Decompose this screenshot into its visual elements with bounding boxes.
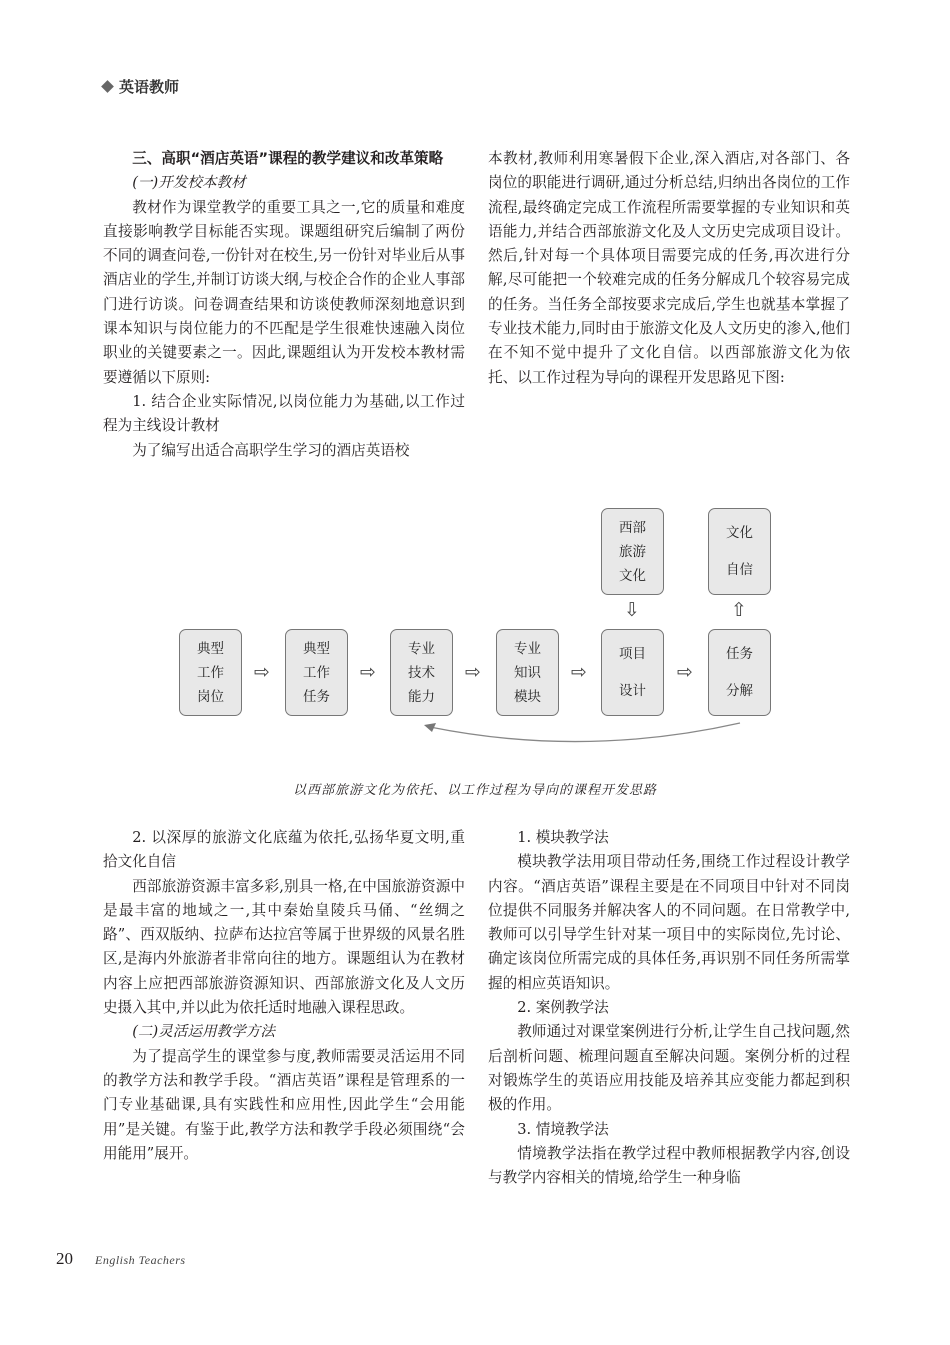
flow-box-knowledge-module [496,629,559,716]
header-title: 英语教师 [119,78,180,96]
return-curve [430,723,740,742]
box-line: 文化 [726,525,753,542]
figure-caption: 以西部旅游文化为依托、以工作过程为导向的课程开发思路 [292,783,657,798]
right-arrow-icon: ⇨ [465,661,481,683]
page-number: 20 [56,1249,73,1268]
box-line: 典型 [197,640,224,657]
paragraph: 为了提高学生的课堂参与度,教师需要灵活运用不同的教学方法和教学手段。“酒店英语”课程是管理系的一门专业基础课,具有实践性和应用性,因此学生“会用能用”是关键。有鉴于此,教学方法和教学手段必须围绕“会用能用”展开。 [103,1047,465,1162]
box-line: 专业 [514,640,541,657]
flow-box-project-design [601,629,664,716]
box-line: 典型 [303,640,330,657]
subsection-heading: (一)开发校本教材 [132,174,246,192]
paragraph: 为了编写出适合高职学生学习的酒店英语校 [132,441,410,459]
box-line: 模块 [514,688,541,705]
numbered-heading: 1. 模块教学法 [517,829,609,846]
right-arrow-icon: ⇨ [571,661,587,683]
diamond-icon [101,80,114,93]
numbered-heading: 1. 结合企业实际情况,以岗位能力为基础,以工作过程为主线设计教材 [103,392,465,435]
column-top-left [103,147,465,463]
box-line: 设计 [619,682,646,699]
flow-box-typical-job [179,629,242,716]
running-header [103,76,179,97]
section-heading: 三、高职“酒店英语”课程的教学建议和改革策略 [132,150,444,167]
paragraph: 西部旅游资源丰富多彩,别具一格,在中国旅游资源中是最丰富的地域之一,其中秦始皇陵兵马俑、“丝绸之路”、西双版纳、拉萨布达拉宫等属于世界级的风景名胜区,是海内外旅游者非常向往的地方。课题组认为在教材内容上应把西部旅游资源知识、西部旅游文化及人文历史摄入其中,并以此为依托适时地融入课程思政。 [103,877,465,1017]
paragraph: 教材作为课堂教学的重要工具之一,它的质量和难度直接影响教学目标能否实现。课题组研究后编制了两份不同的调查问卷,一份针对在校生,另一份针对毕业后从事酒店业的学生,并制订访谈大纲,与校企合作的企业人事部门进行访谈。问卷调查结果和访谈使教师深刻地意识到课本知识与岗位能力的不匹配是学生很难快速融入岗位职业的关键要素之一。因此,课题组认为开发校本教材需要遵循以下原则: [103,198,465,386]
column-bottom-left [103,826,465,1166]
box-line: 专业 [408,640,435,657]
journal-name: English Teachers [95,1253,186,1267]
box-line: 旅游 [619,543,646,560]
flow-box-task-decomposition [708,629,771,716]
box-line: 岗位 [197,688,224,705]
paragraph: 本教材,教师利用寒暑假下企业,深入酒店,对各部门、各岗位的职能进行调研,通过分析总结,归纳出各岗位的工作流程,最终确定完成工作流程所需要掌握的专业知识和英语能力,并结合西部旅游文化及人文历史完成项目设计。然后,针对每一个具体项目需要完成的任务,再次进行分解,尽可能把一个较难完成的任务分解成几个较容易完成的任务。当任务全部按要求完成后,学生也就基本掌握了专业技术能力,同时由于旅游文化及人文历史的渗入,他们在不知不觉中提升了文化自信。以西部旅游文化为依托、以工作过程为导向的课程开发思路见下图: [488,150,850,386]
box-line: 知识 [514,664,541,681]
right-arrow-icon: ⇨ [677,661,693,683]
numbered-heading: 2. 以深厚的旅游文化底蕴为依托,弘扬华夏文明,重拾文化自信 [103,829,465,871]
down-arrow-icon: ⇩ [624,599,640,621]
top-box-cultural-confidence [708,508,771,595]
column-top-right [488,147,850,390]
paragraph: 教师通过对课堂案例进行分析,让学生自己找问题,然后剖析问题、梳理问题直至解决问题。案例分析的过程对锻炼学生的英语应用技能及培养其应变能力都起到积极的作用。 [488,1023,850,1114]
page-footer [56,1249,186,1269]
subsection-heading: (二)灵活运用教学方法 [132,1023,275,1041]
top-box-western-culture [601,508,664,595]
flow-box-typical-task [285,629,348,716]
box-line: 能力 [408,688,435,705]
right-arrow-icon: ⇨ [254,661,270,683]
return-arrowhead [424,723,436,732]
box-line: 工作 [197,664,224,681]
box-line: 文化 [619,567,646,584]
box-line: 任务 [303,688,330,705]
box-line: 工作 [303,664,330,681]
paragraph: 情境教学法指在教学过程中教师根据教学内容,创设与教学内容相关的情境,给学生一种身临 [488,1144,850,1187]
numbered-heading: 3. 情境教学法 [517,1120,609,1138]
up-arrow-icon: ⇧ [731,599,747,621]
numbered-heading: 2. 案例教学法 [517,999,609,1017]
box-line: 技术 [408,664,435,681]
box-line: 任务 [726,646,753,663]
paragraph: 模块教学法用项目带动任务,围绕工作过程设计教学内容。“酒店英语”课程主要是在不同项目中针对不同岗位提供不同服务并解决客人的不同问题。在日常教学中,教师可以引导学生针对某一项目中的实际岗位,先讨论、确定该岗位所需完成的具体任务,再识别不同任务所需掌握的相应英语知识。 [488,853,850,992]
flow-box-technical-ability [390,629,453,716]
column-bottom-right [488,826,850,1190]
right-arrow-icon: ⇨ [360,661,376,683]
box-line: 分解 [726,682,753,699]
box-line: 项目 [619,646,646,663]
box-line: 自信 [726,561,753,578]
box-line: 西部 [619,519,646,536]
